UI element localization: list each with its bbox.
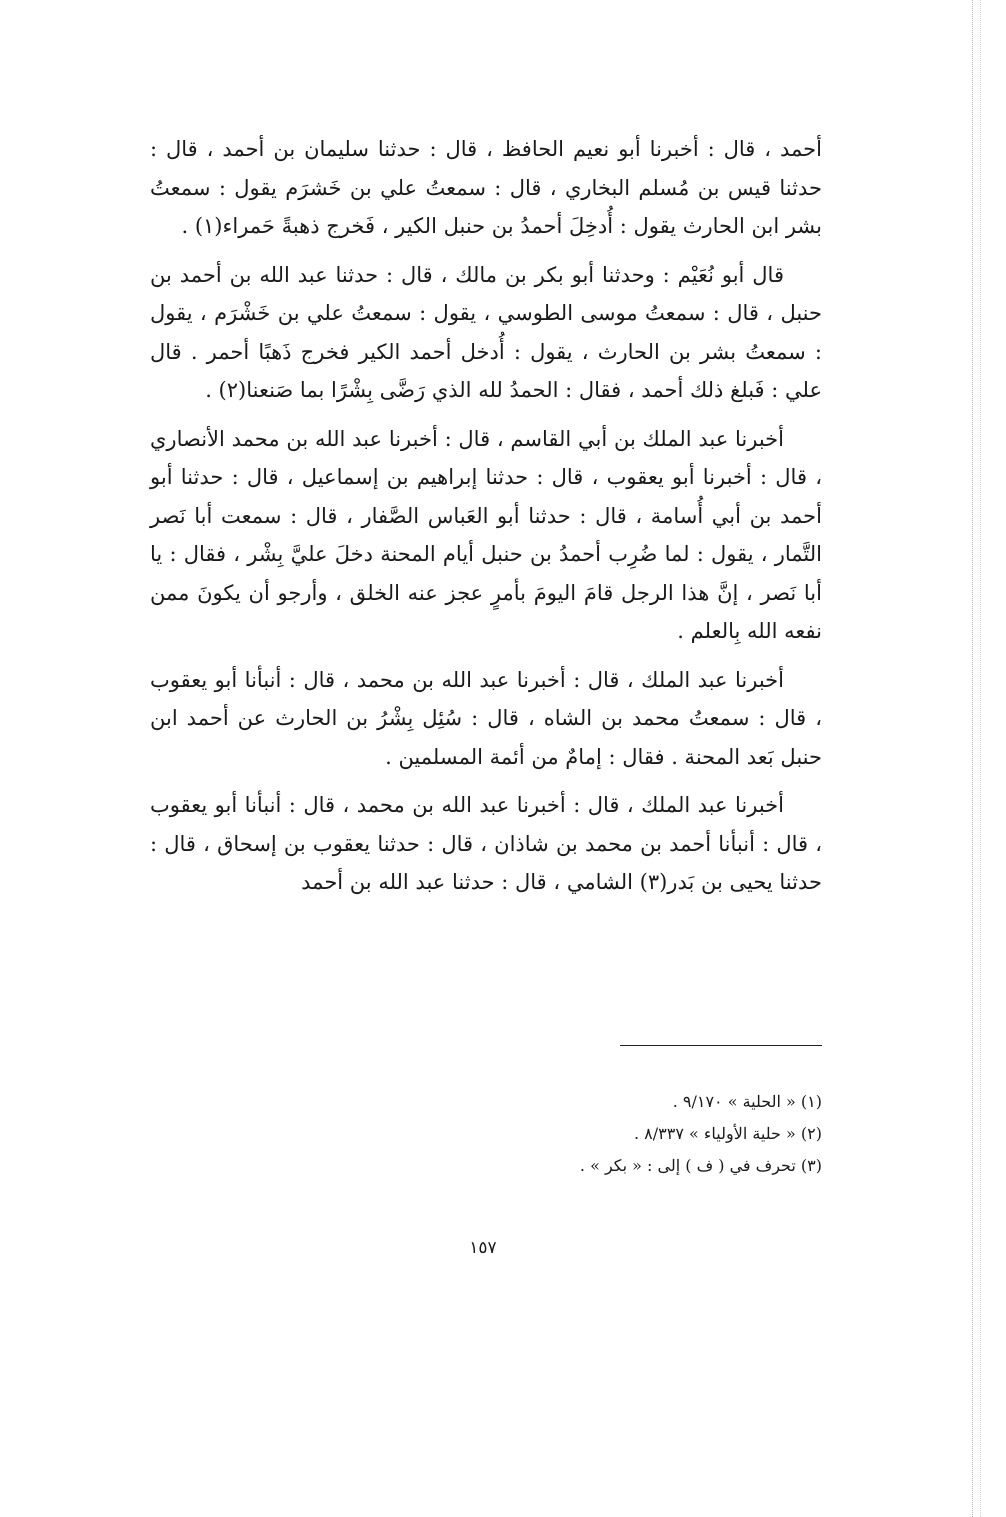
page-body: [150, 130, 822, 912]
scan-edge-mark-inner: [980, 0, 981, 1517]
paragraph-3: أخبرنا عبد الملك بن أبي القاسم ، قال : أخبرنا عبد الله بن محمد الأنصاري ، قال : أخبرنا أبو يعقوب ، قال : حدثنا إبراهيم بن إسماعيل ، قال : حدثنا أبو أحمد بن أبي أُسامة ، قال : حدثنا أبو العَباس الصَّفار ، قال : سمعت أبا نَصر التَّمار ، يقول : لما ضُرِب أحمدُ بن حنبل أيام المحنة دخلَ عليَّ بِشْر ، فقال : يا أبا نَصر ، إنَّ هذا الرجل قامَ اليومَ بأمرٍ عجز عنه الخلق ، وأرجو أن يكونَ ممن نفعه الله بِالعلم .: [150, 426, 822, 643]
scan-edge-mark: [972, 0, 973, 1517]
paragraph-2: قال أبو نُعَيْم : وحدثنا أبو بكر بن مالك ، قال : حدثنا عبد الله بن أحمد بن حنبل ، قال : سمعتُ موسى الطوسي ، يقول : سمعتُ علي بن خَشْرَم ، يقول : سمعتُ بشر بن الحارث ، يقول : أُدخل أحمد الكير فخرج ذَهبًا أحمر . قال علي : فَبلغ ذلك أحمد ، فقال : الحمدُ لله الذي رَضَّى بِشْرًا بما صَنعنا(٢) .: [150, 262, 822, 402]
footnote-separator: [620, 1045, 822, 1046]
paragraph-4: أخبرنا عبد الملك ، قال : أخبرنا عبد الله بن محمد ، قال : أنبأنا أبو يعقوب ، قال : سمعتُ محمد بن الشاه ، قال : سُئِل بِشْرُ بن الحارث عن أحمد ابن حنبل بَعد المحنة . فقال : إمامٌ من أئمة المسلمين .: [150, 667, 822, 769]
paragraph-5: أخبرنا عبد الملك ، قال : أخبرنا عبد الله بن محمد ، قال : أنبأنا أبو يعقوب ، قال : أنبأنا أحمد بن محمد بن شاذان ، قال : حدثنا يعقوب بن إسحاق ، قال : حدثنا يحيى بن بَدر(٣) الشامي ، قال : حدثنا عبد الله بن أحمد: [150, 793, 822, 894]
footnote-3: (٣) تحرف في ( ف ) إلى : « بكر » .: [579, 1156, 822, 1175]
footnote-2: (٢) « حلية الأولياء » ٨/٣٣٧ .: [633, 1124, 822, 1143]
paragraph-1: أحمد ، قال : أخبرنا أبو نعيم الحافظ ، قال : حدثنا سليمان بن أحمد ، قال : حدثنا قيس بن مُسلم البخاري ، قال : سمعتُ علي بن خَشرَم يقول : سمعتُ بشر ابن الحارث يقول : أُدخِلَ أحمدُ بن حنبل الكير ، فَخرج ذهبةً حَمراء(١) .: [150, 137, 822, 238]
page-number: ١٥٧: [469, 1238, 497, 1258]
footnote-1: (١) « الحلية » ٩/١٧٠ .: [672, 1092, 822, 1111]
footnotes: [420, 1086, 822, 1182]
